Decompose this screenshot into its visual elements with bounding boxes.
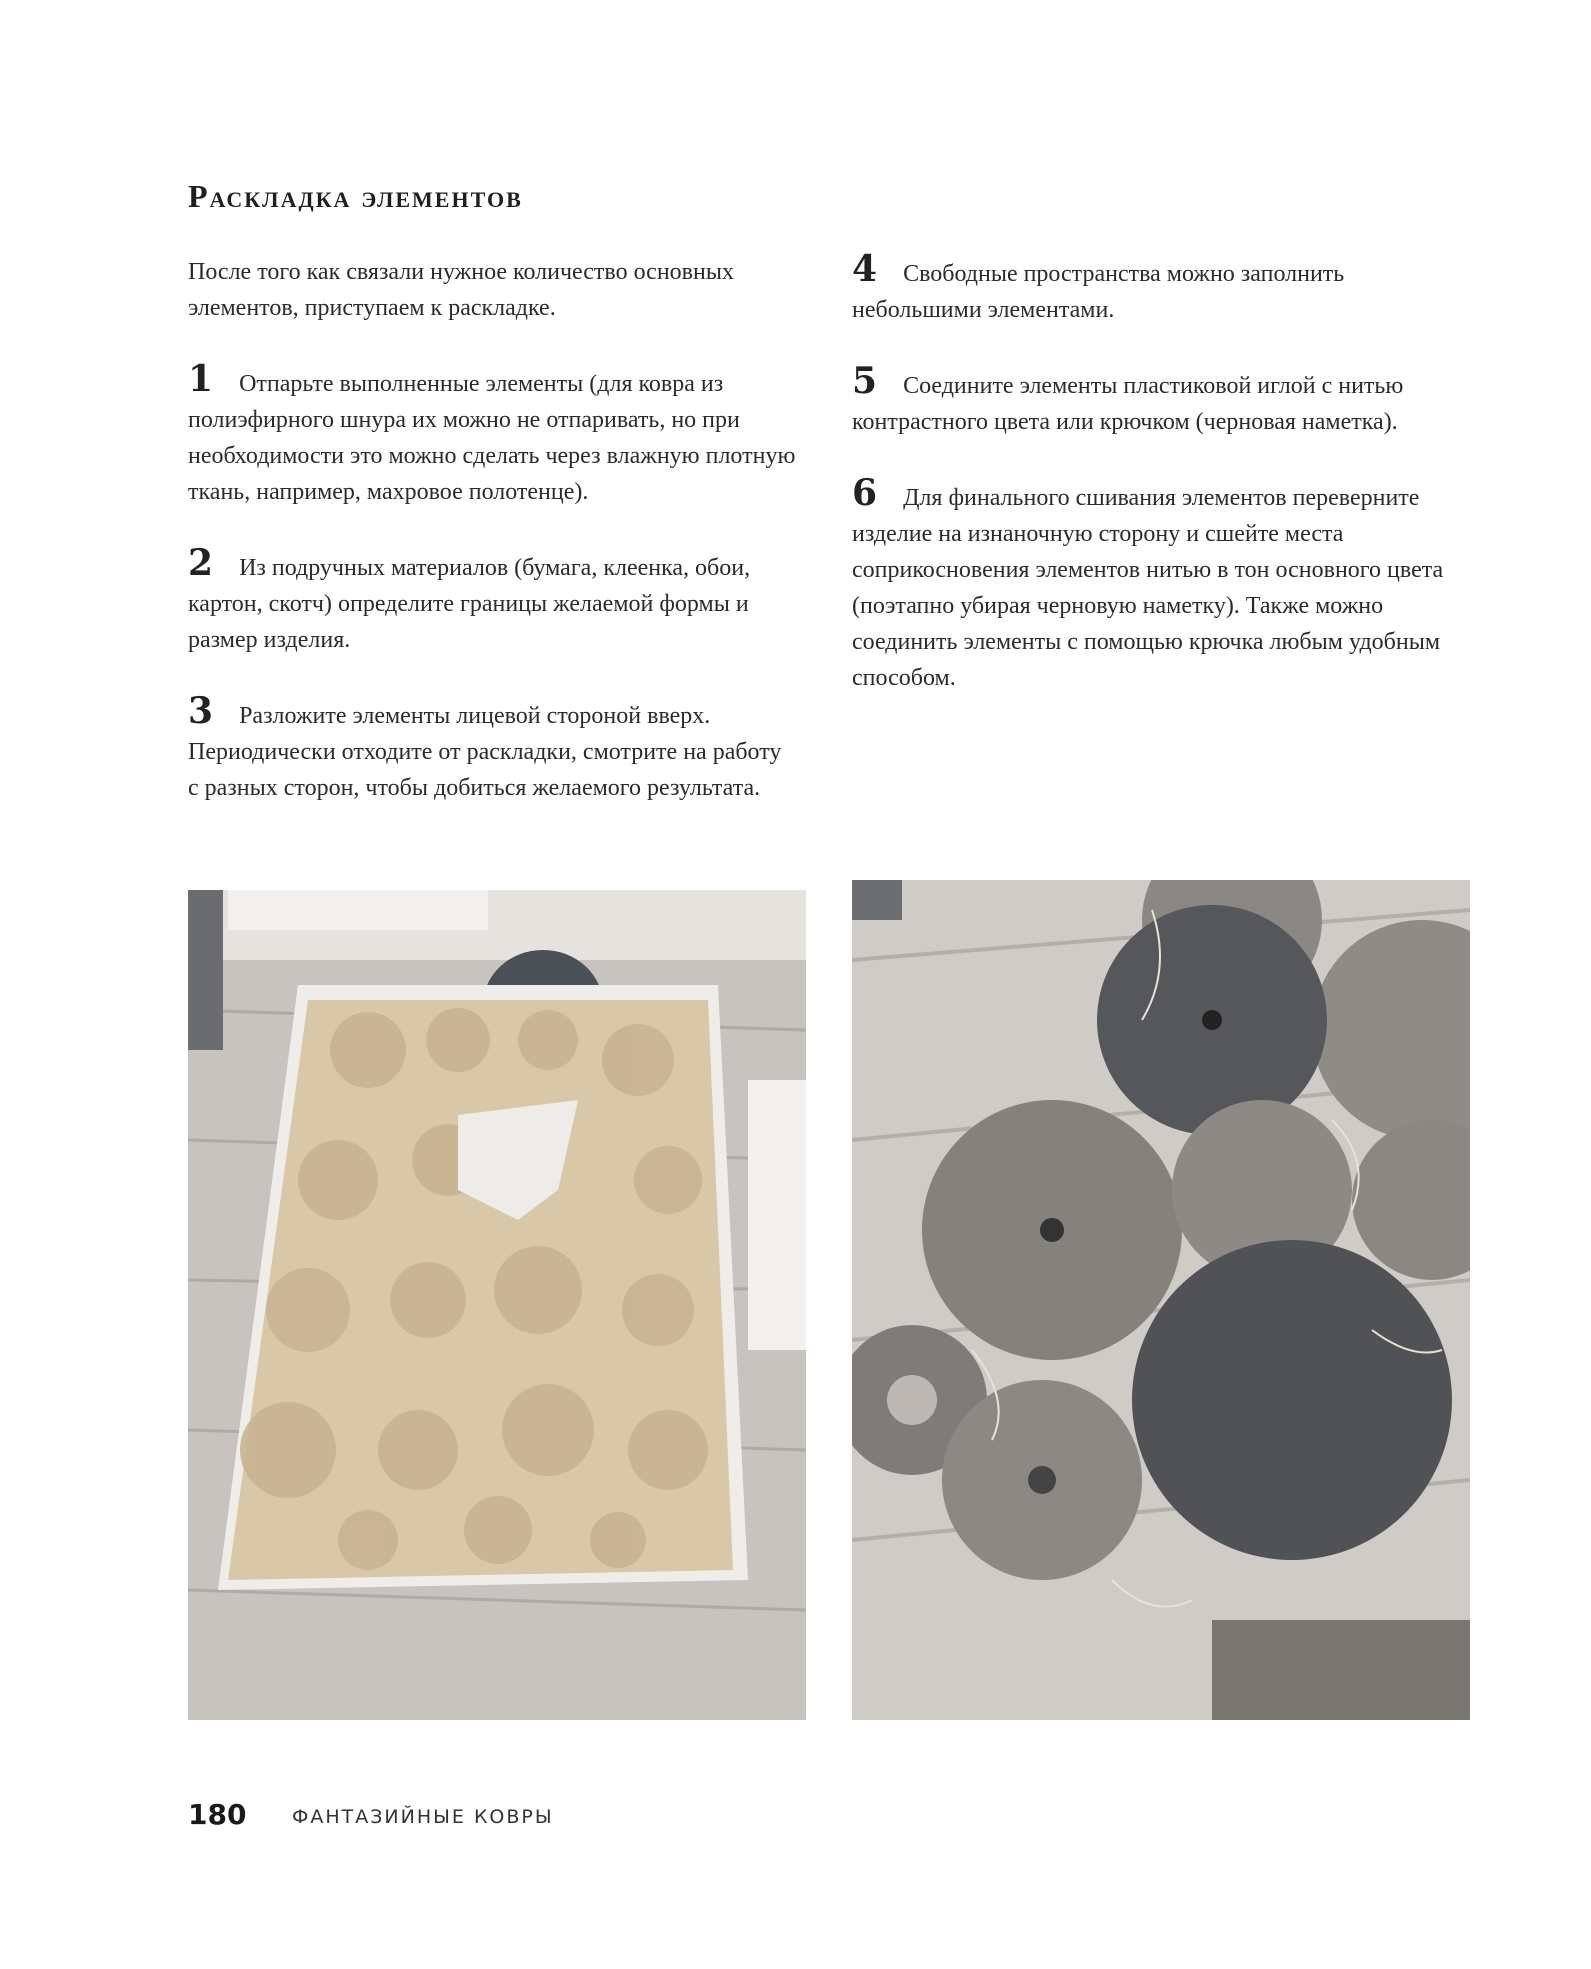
- section-title: ФАНТАЗИЙНЫЕ КОВРЫ: [292, 1806, 554, 1828]
- step-text: Отпарьте выполненные элементы (для ковра из полиэфирного шнура их можно не отпаривать, но при необходимости это можно сделать через влажную плотную ткань, например, махровое полотенце).: [188, 371, 796, 505]
- page-title: Раскладка элементов: [188, 178, 523, 214]
- step-number: 5: [852, 360, 878, 402]
- step-number: 2: [188, 542, 214, 584]
- photo-beige-rug: [188, 890, 806, 1720]
- step-text: Соедините элементы пластиковой иглой с нитью контрастного цвета или крючком (черновая наметка).: [852, 373, 1404, 435]
- page-footer: [188, 1798, 554, 1831]
- step-number: 6: [852, 472, 878, 514]
- step-number: 1: [188, 358, 214, 400]
- step-text: Разложите элементы лицевой стороной вверх. Периодически отходите от раскладки, смотрите на работу с разных сторон, чтобы добиться желаемого результата.: [188, 703, 782, 801]
- step-3: [188, 690, 798, 806]
- step-5: [852, 360, 1472, 440]
- step-6: [852, 472, 1472, 696]
- right-column: [852, 248, 1472, 734]
- step-text: Свободные пространства можно заполнить небольшими элементами.: [852, 261, 1345, 323]
- step-text: Из подручных материалов (бумага, клеенка, обои, картон, скотч) определите границы желаемой формы и размер изделия.: [188, 555, 751, 653]
- step-1: [188, 358, 798, 510]
- step-text: Для финального сшивания элементов переверните изделие на изнаночную сторону и сшейте места соприкосновения элементов нитью в тон основного цвета (поэтапно убирая черновую наметку). Также можно соединить элементы с помощью крючка любым удобным способом.: [852, 485, 1444, 691]
- intro-paragraph: После того как связали нужное количество основных элементов, приступаем к раскладке.: [188, 259, 734, 321]
- step-number: 3: [188, 690, 214, 732]
- left-column: [188, 254, 798, 844]
- page-number: 180: [188, 1798, 247, 1831]
- photo-grey-elements: [852, 880, 1470, 1720]
- step-2: [188, 542, 798, 658]
- step-number: 4: [852, 248, 878, 290]
- step-4: [852, 248, 1472, 328]
